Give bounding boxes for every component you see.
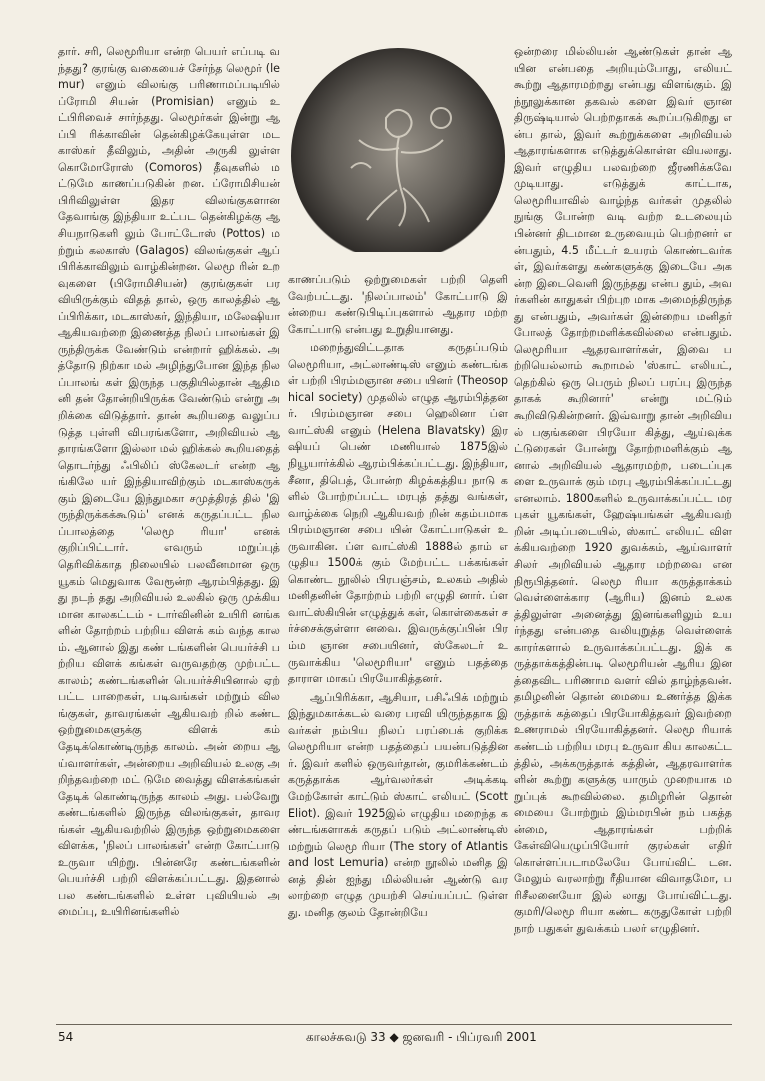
journal-issue: காலச்சுவடு 33 ◆ ஜனவரி - பிப்ரவரி 2001 (306, 1030, 537, 1044)
middle-paragraph-2: மறைந்துவிட்டதாக கருதப்படும் லெமூரியா, அட்லாண்டிஸ் எனும் கண்டங்கள் பற்றி பிரம்மஞான சபை யினர் (Theosophical society) முதலில் எழுத ஆரம்பித்தனர். பிரம்மஞான சபை ஹெலினா ப்ளவாட்ஸ்கி எனும் (Helena Blavatsky) இரஷியப் பெண் மணியால் 1875இல் நியூயார்க்கில் ஆரம்பிக்கப்பட்டது. இந்தியா, சீனா, திபெத், போன்ற கிழக்கத்திய நாடு களில் போற்றப்பட்ட மரபுத் தத்து வங்கள், வாழ்க்கை நெறி ஆகியவற் றின் கதம்பமாக பிரம்மஞான சபை யின் கோட்பாடுகள் உருவாகின. ப்ள வாட்ஸ்கி 1888ல் தாம் எழுதிய 1500க் கும் மேற்பட்ட பக்கங்கள் கொண்ட நூலில் பிரபஞ்சம், உலகம் அதில் மனிதனின் தோற்றம் பற்றி எழுதி னார். ப்ளவாட்ஸ்கியின் எழுத்துக் கள், கொள்கைகள் சர்ச்சைக்குள்ளா னவை. இவருக்குப்பின் பிரம்ம ஞான சபையினர், ஸ்கேலடர் உருவாக்கிய 'லெமூரியா' எனும் பதத்தை தாராள மாகப் பிரயோகித்தனர். (288, 341, 508, 686)
footer-rule (56, 1024, 732, 1025)
middle-paragraph-3: ஆப்பிரிக்கா, ஆசியா, பசிஃபிக் மற்றும் இந்துமகாக்கடல் வரை பரவி யிருந்ததாக இவர்கள் நம்பிய நிலப் பரப்பைக் குறிக்க லெமூரியா என்ற பதத்தைப் பயன்படுத்தினர். இவர் களில் ஒருவர்தான், குமரிக்கண்டம் கருத்தாக்க ஆர்வலர்கள் அடிக்கடி மேற்கோள் காட்டும் ஸ்காட் எலியட் (Scott Eliot). இவர் 1925இல் எழுதிய மறைந்த கண்டங்களாகக் கருதப் படும் அட்லாண்டிஸ் மற்றும் லெமூ ரியா (The story of Atlantis and lost Lemuria) என்ற நூலில் மனித இனத் தின் ஐந்து மில்லியன் ஆண்டு வர லாற்றை எழுத முயற்சி செய்யப்பட் டுள்ளது. மனித குலம் தோன்றியே (288, 690, 508, 919)
right-column (514, 44, 732, 940)
page-number: 54 (58, 1030, 74, 1044)
left-paragraph: தார். சரி, லெமூரியா என்ற பெயர் எப்படி வந்தது? குரங்கு வகையைச் சேர்ந்த லெமூர் (lemur) எனும் விலங்கு பரிணாமப்படியில் ப்ரோமி சியன் (Promisian) எனும் உட்பிரிவைச் சார்ந்தது. லெமூர்கள் இன்று ஆப்பி ரிக்காவின் தென்கிழக்கேயுள்ள மட காஸ்கர் தீவிலும், அதின் அருகி லுள்ள கொமோரோஸ் (Comoros) தீவுகளில் மட்டுமே காணப்படுகின் றன. ப்ரோமிசியன் பிரிவிலுள்ள இதர விலங்குகளான தேவாங்கு இந்தியா உட்பட தென்கிழக்கு ஆசியநாடுகளி லும் போட்டோஸ் (Pottos) மற்றும் கலகாஸ் (Galagos) விலங்குகள் ஆப் பிரிக்காவிலும் வாழ்கின்றன. லெமூ ரின் உறவுகளை (பிரோமிசியன்) குரங்குகள் பரவியிருக்கும் விதத் தால், ஒரு காலத்தில் ஆப்பிரிக்கா, மடகாஸ்கர், இந்தியா, மலேஷியா ஆகியவற்றை இணைத்த நிலப் பாலங்கள் இருந்திருக்க வேண்டும் என்றார் ஹிக்கல். அத்தோடு நிற்கா மல் அழிந்துபோன இந்த நிலப்பாலங் கள் இருந்த பகுதியில்தான் ஆதிமனி தன் தோன்றியிருக்க வேண்டும் என்று அறிக்கை விடுத்தார். தான் கூறியதை வலுப்படுத்த புள்ளி விபரங்களோ, அறிவியல் ஆதாரங்களோ இல்லா மல் ஹிக்கல் கூறியதைத் தொடர்ந்து ஃபிலிப் ஸ்கேலடர் என்ற ஆங்கிலே யர் இந்தியாவிற்கும் மடகாஸ்கருக் கும் இடையே இந்துமகா சமுத்திரத் தில் 'இருந்திருக்கக்கூடும்' எனக் கருதப்பட்ட நிலப்பாலத்தை 'லெமூ ரியா' எனக் குறிப்பிட்டார். எவரும் மறுப்புத் தெரிவிக்காத நிலையில் பலவீனமான ஒரு யூகம் மெதுவாக வேரூன்ற ஆரம்பித்தது. இது நடந் தது அறிவியல் உலகில் ஒரு முக்கிய மான காலகட்டம் - டார்வினின் உயிரி னங்களின் தோற்றம் பற்றிய விளக் கம் வந்த காலம். ஆனால் இது கண் டங்களின் பெயர்ச்சி பற்றிய விளக் கங்கள் வருவதற்கு முற்பட்ட காலம்; கண்டங்களின் பெயர்ச்சியினால் ஏற் பட்ட பாறைகள், படிவங்கள் மற்றும் விலங்குகள், தாவரங்கள் ஆகியவற் றில் கண்ட ஒற்றுமைகளுக்கு விளக் கம் தேடிக்கொண்டிருந்த காலம். அன் றைய ஆய்வாளர்கள், அன்றைய அறிவியல் உலகு அறிந்தவற்றை மட் டுமே வைத்து விளக்கங்கள் தேடிக் கொண்டிருந்த காலம் அது. பல்வேறு கண்டங்களில் இருந்த விலங்குகள், தாவரங்கள் ஆகியவற்றில் இருந்த ஒற்றுமைகளை விளக்க, 'நிலப் பாலங்கள்' என்ற கோட்பாடு உருவா யிற்று. பின்னரே கண்டங்களின் பெயர்ச்சி பற்றி விளக்கப்பட்டது. இதனால் பல கண்டங்களில் உள்ள புவியியல் அமைப்பு, உயிரினங்களில் (58, 45, 280, 919)
left-column (58, 44, 280, 923)
illustration-image (291, 48, 505, 264)
middle-column (288, 44, 508, 923)
right-paragraph: ஒன்றரை மில்லியன் ஆண்டுகள் தான் ஆயின என்பதை அறியும்போது, எலியட் கூற்று ஆதாரமற்றது என்பது விளங்கும். இந்நூலுக்கான தகவல் களை இவர் ஞான திருஷ்டியால் பெற்றதாகக் கூறப்படுகிறது என்ப தால், இவர் கூற்றுக்களை அறிவியல் ஆதாரங்களாக எடுத்துக்கொள்ள வியலாது. இவர் எழுதிய பலவற்றை ஜீரணிக்கவே முடியாது. எடுத்துக் காட்டாக, லெமூரியாவில் வாழ்ந்த வர்கள் முதலில் நுங்கு போன்ற வடி வற்ற உடலையும் பின்னர் திடமான உருவையும் பெற்றனர் என்பதும், 4.5 மீட்டர் உயரம் கொண்டவர்கள், இவர்களது கண்களுக்கு இடையே அகன்ற இடைவெளி இருந்தது என்ப தும், அவர்களின் காதுகள் பிற்புற மாக அமைந்திருந்தது என்பதும், அவர்கள் இன்றைய மனிதர் போலத் தோற்றமளிக்கவில்லை என்பதும். லெமூரியா ஆதரவாளர்கள், இவை பற்றியெல்லாம் கூறாமல் 'ஸ்காட் எலியட், தெற்கில் ஒரு பெரும் நிலப் பரப்பு இருந்ததாகக் கூறினார்' என்று மட்டும் கூறிவிடுகின்றனர். இவ்வாறு தான் அறிவியல் பகுங்களை பிரயோ கித்து, ஆய்வுக்கட்டுரைகள் போன்று தோற்றமளிக்கும் ஆனால் அறிவியல் ஆதாரமற்ற, படைப்புகளை உருவாக் கும் மரபு ஆரம்பிக்கப்பட்டது எனலாம். 1800களில் உருவாக்கப்பட்ட மரபுகள் யூகங்கள், ஹேஷ்யங்கள் ஆகியவற் றின் அடிப்படையில், ஸ்காட் எலியட் விளக்கியவற்றை 1920 துவக்கம், ஆய்வாளர் சிலர் அறிவியல் ஆதார மற்றவை என நிரூபித்தனர். லெமூ ரியா கருத்தாக்கம் வெள்ளைக்கார (ஆரிய) இனம் உலகத்திலுள்ள அனைத்து இனங்களிலும் உயர்ந்தது என்பதை வலியுறுத்த வெள்ளைக் காரர்களால் உருவாக்கப்பட்டது. இக் கருத்தாக்கத்தின்படி லெமூரியன் ஆரிய இனத்தைவிட பரிணாம வளர் வில் தாழ்ந்தவன். தமிழனின் தொன் மையை உணர்த்த இக்கருத்தாக் கத்தைப் பிரயோகித்தவர் இவற்றை உணராமல் பிரயோகித்தனர். லெமூ ரியாக் கண்டம் பற்றிய மரபு உருவா கிய காலகட்டத்தில், அக்கருத்தாக் கத்தின், ஆதரவாளர்களின் கூற்று களுக்கு யாரும் முறையாக மறுப்புக் கூறவில்லை. தமிழரின் தொன் மையை போற்றும் இம்மரபின் நம் பகத்தன்மை, ஆதாரங்கள் பற்றிக் கேள்வியெழுப்பியோர் குரல்கள் எதிர் கொள்ளப்படாமலேயே போய்விட் டன. மேலும் வரலாற்று ரீதியான விவாதமோ, பரிசீலனையோ இல் லாது போய்விட்டது. குமரி/லெமூ ரியா கண்ட கருதுகோள் பற்றி நாற் பதுகள் துவக்கம் பலர் எழுதினர். (514, 45, 732, 935)
middle-paragraph-1: காணப்படும் ஒற்றுமைகள் பற்றி தெளி வேற்பட்டது. 'நிலப்பாலம்' கோட்பாடு இன்றைய கண்டுபிடிப்புகளால் ஆதார மற்ற கோட்பாடு என்பது உறுதியானது. (288, 273, 508, 336)
